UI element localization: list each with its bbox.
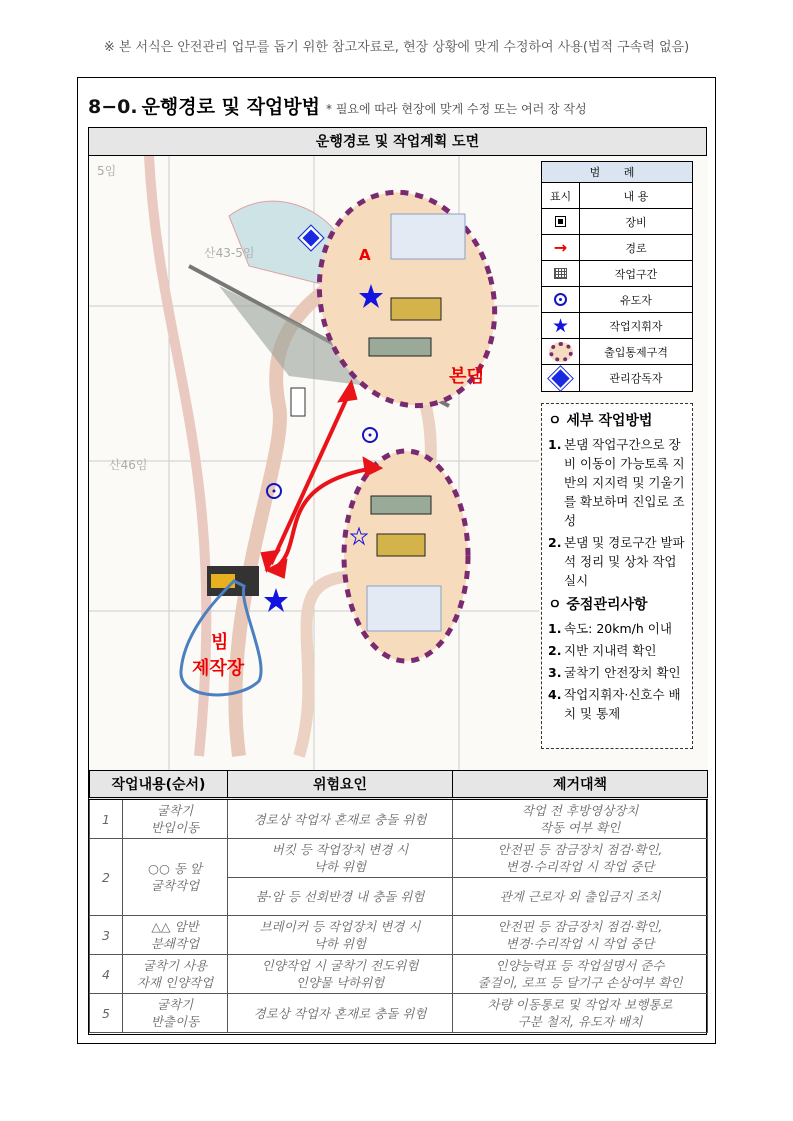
excavator-icon: [377, 534, 425, 556]
task-cell: △△ 암반 분쇄작업: [123, 916, 228, 955]
parcel-label: 산43-5임: [204, 246, 255, 260]
section-note: * 필요에 따라 현장에 맞게 수정 또는 여러 장 작성: [326, 102, 587, 116]
row-number: 2: [90, 839, 123, 916]
equipment-icon: [555, 216, 566, 227]
legend-label: 관리감독자: [609, 372, 663, 385]
task-cell: 굴착기 사용 자재 인양작업: [123, 955, 228, 994]
work-method-box: [541, 403, 693, 749]
risk-cell: 경로상 작업자 혼재로 충돌 위험: [228, 799, 453, 839]
parcel-label: 5임: [97, 164, 117, 178]
legend-col-symbol: 표시: [542, 183, 580, 208]
measure-cell: 인양능력표 등 작업설명서 준수 줄걸이, 로프 등 달기구 손상여부 확인: [453, 955, 708, 994]
table-row: [90, 955, 708, 994]
legend-label: 작업구간: [614, 267, 658, 281]
restricted-zone-south: [344, 451, 468, 661]
map-heading: 운행경로 및 작업계획 도면: [89, 128, 706, 156]
key-point-item: 1. 속도: 20km/h 이내: [548, 621, 672, 636]
task-cell: ○○ 동 앞 굴착작업: [123, 839, 228, 916]
point-a-label: A: [359, 246, 371, 264]
arrowhead: [341, 384, 355, 400]
guide-circle-icon: [554, 293, 567, 306]
legend-item: [542, 287, 692, 313]
legend-label: 경로: [625, 241, 647, 255]
parcel-label: 산46임: [109, 458, 148, 472]
task-cell: 굴착기 반출이동: [123, 994, 228, 1033]
excavator-icon: [391, 298, 441, 320]
legend-label: 유도자: [620, 293, 652, 307]
risk-cell: 경로상 작업자 혼재로 충돌 위험: [228, 994, 453, 1033]
measure-cell: 작업 전 후방영상장치 작동 여부 확인: [453, 799, 708, 839]
section-number: 8−0.: [88, 96, 138, 118]
route-map: [89, 156, 708, 770]
key-point-item: 2. 지반 지내력 확인: [548, 643, 657, 658]
page-title: [88, 92, 587, 119]
key-point-item: 4. 작업지휘자·신호수 배치 및 통제: [548, 687, 681, 721]
site-drawing: [89, 156, 539, 770]
row-number: 3: [90, 916, 123, 955]
disclaimer-notice: ※ 본 서식은 안전관리 업무를 돕기 위한 참고자료로, 현장 상황에 맞게 수정하여 사용(법적 구속력 없음): [103, 40, 690, 55]
legend-item: [542, 261, 692, 287]
task-cell: 굴착기 반입이동: [123, 799, 228, 839]
truck-icon: [371, 496, 431, 514]
row-number: 5: [90, 994, 123, 1033]
main-dam-label: 본댐: [449, 366, 484, 387]
header-task: 작업내용(순서): [90, 771, 228, 799]
method-item: 1. 본댐 작업구간으로 장비 이동이 가능토록 지반의 지지력 및 기울기를 확보하며 진입로 조성: [548, 437, 685, 528]
beam-yard-label: 제작장: [192, 658, 245, 679]
legend-item: [542, 339, 692, 365]
star-icon: ★: [551, 314, 570, 337]
table-row: [90, 799, 708, 839]
key-points-heading: ㅇ 중점관리사항: [548, 597, 648, 613]
legend: [541, 161, 693, 392]
risk-cell: 브레이커 등 작업장치 변경 시 낙하 위험: [228, 916, 453, 955]
legend-item: [542, 235, 692, 261]
key-point-item: 3. 굴착기 안전장치 확인: [548, 665, 681, 680]
document-frame: [77, 77, 716, 1044]
building-mark: [291, 388, 305, 416]
section-title: 운행경로 및 작업방법: [141, 96, 320, 118]
risk-cell: 버킷 등 작업장치 변경 시 낙하 위험: [228, 839, 453, 878]
row-number: 4: [90, 955, 123, 994]
legend-item: [542, 313, 692, 339]
work-zone-grid-icon: [554, 268, 567, 279]
table-row: [90, 994, 708, 1033]
legend-item: [542, 365, 692, 391]
row-number: 1: [90, 799, 123, 839]
restricted-zone-icon: [549, 342, 573, 362]
measure-cell: 차량 이동통로 및 작업자 보행통로 구분 철저, 유도자 배치: [453, 994, 708, 1033]
legend-title: 범 례: [542, 162, 692, 183]
guide-circle-icon: [363, 428, 377, 442]
diamond-icon: [551, 369, 569, 387]
method-item: 2. 본댐 및 경로구간 발파석 정리 및 상차 작업 실시: [548, 535, 685, 588]
method-heading: ㅇ 세부 작업방법: [548, 413, 653, 429]
work-zone-grid: [391, 214, 465, 259]
truck-icon: [369, 338, 431, 356]
legend-label: 작업지휘자: [609, 319, 663, 333]
measure-cell: 안전핀 등 잠금장치 점검·확인, 변경·수리작업 시 작업 중단: [453, 839, 708, 878]
beam-yard-label: 빔: [211, 632, 229, 653]
measure-cell: 관계 근로자 외 출입금지 조치: [453, 878, 708, 916]
route-arrow-icon: →: [553, 238, 568, 257]
work-zone-grid: [367, 586, 441, 631]
legend-label: 장비: [625, 215, 647, 229]
plan-form: [88, 127, 707, 1035]
legend-col-content: 내 용: [623, 189, 649, 203]
risk-table: [89, 770, 708, 1033]
table-row: [90, 916, 708, 955]
header-measure: 제거대책: [453, 771, 708, 799]
star-icon: [264, 588, 288, 612]
header-risk: 위험요인: [228, 771, 453, 799]
risk-cell: 인양작업 시 굴착기 전도위험 인양물 낙하위험: [228, 955, 453, 994]
risk-cell: 붐·암 등 선회반경 내 충돌 위험: [228, 878, 453, 916]
legend-item: [542, 209, 692, 235]
measure-cell: 안전핀 등 잠금장치 점검·확인, 변경·수리작업 시 작업 중단: [453, 916, 708, 955]
restricted-zone-main-dam: [296, 172, 518, 425]
legend-label: 출입통제구격: [604, 345, 668, 359]
table-row: [90, 839, 708, 878]
